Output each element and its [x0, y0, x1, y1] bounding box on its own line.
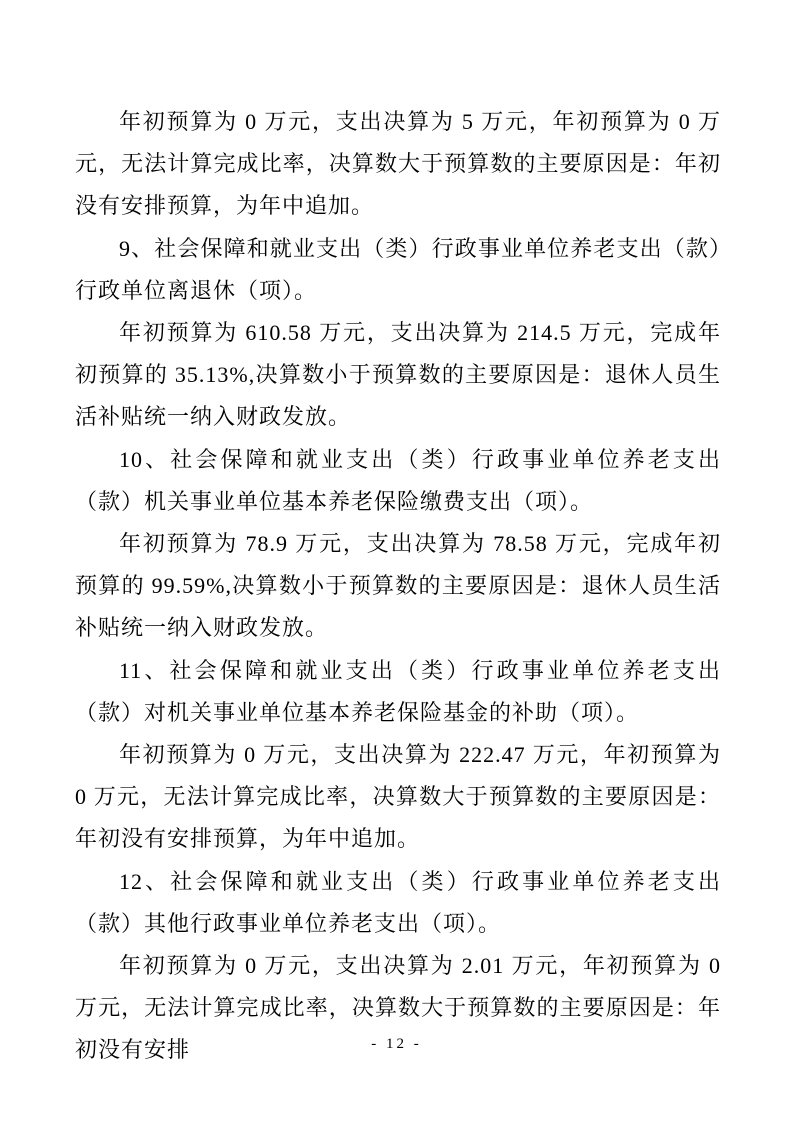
paragraph: 10、社会保障和就业支出（类）行政事业单位养老支出（款）机关事业单位基本养老保险缴费支出（项）。 — [75, 446, 721, 514]
paragraph: 年初预算为 0 万元，支出决算为 222.47 万元，年初预算为 0 万元，无法计算完成比率，决算数大于预算数的主要原因是：年初没有安排预算，为年中追加。 — [75, 742, 721, 852]
paragraph: 年初预算为 0 万元，支出决算为 5 万元，年初预算为 0 万元，无法计算完成比率，决算数大于预算数的主要原因是：年初没有安排预算，为年中追加。 — [75, 109, 721, 219]
paragraph: 9、社会保障和就业支出（类）行政事业单位养老支出（款）行政单位离退休（项）。 — [75, 235, 721, 303]
paragraph: 年初预算为 78.9 万元，支出决算为 78.58 万元，完成年初预算的 99.59%,决算数小于预算数的主要原因是：退休人员生活补贴统一纳入财政发放。 — [75, 531, 721, 641]
page-body-text — [75, 101, 721, 1072]
paragraph: 年初预算为 610.58 万元，支出决算为 214.5 万元，完成年初预算的 35.13%,决算数小于预算数的主要原因是：退休人员生活补贴统一纳入财政发放。 — [75, 320, 721, 430]
paragraph: 11、社会保障和就业支出（类）行政事业单位养老支出（款）对机关事业单位基本养老保险基金的补助（项）。 — [75, 657, 721, 725]
page-number: - 12 - — [371, 1036, 422, 1052]
paragraph: 12、社会保障和就业支出（类）行政事业单位养老支出（款）其他行政事业单位养老支出（项）。 — [75, 868, 721, 936]
paragraph: 年初预算为 0 万元，支出决算为 2.01 万元，年初预算为 0 万元，无法计算完成比率，决算数大于预算数的主要原因是：年初没有安排 — [75, 953, 721, 1063]
